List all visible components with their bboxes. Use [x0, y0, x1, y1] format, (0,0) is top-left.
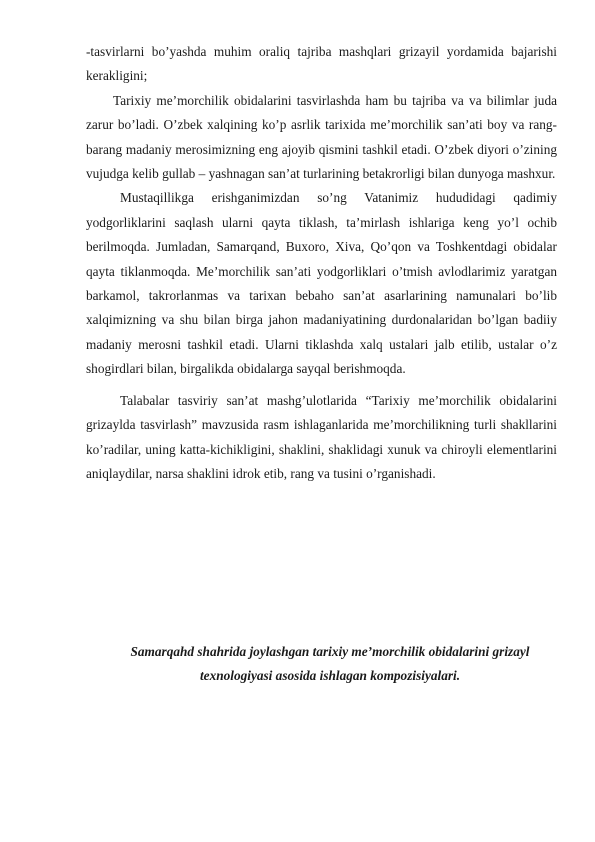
paragraph-independence-restoration: Mustaqillikga erishganimizdan so’ng Vatanimiz hududidagi qadimiy yodgorliklarini saqlash ularni qayta tiklash, ta’mirlash ishlariga keng yo’l ochib berilmoqda. Jumladan, Samarqand, Buxoro, Xiva, Qo’qon va Toshkentdagi obidalar qayta tiklanmoqda. Me’morchilik san’ati yodgorliklari o’tmish avlodlarimiz yaratgan barkamol, takrorlanmas va tarixan bebaho san’at asarlarining namunalari bo’lib xalqimizning va shu bilan birga jahon madaniyatining durdonalaridan bo’lgan badiiy madaniy merosni tashkil etadi. Ularni tiklashda xalq ustalari jalb etilib, ustalar o’z shogirdlari bilan, birgalikda obidalarga sayqal berishmoqda.	[86, 190, 557, 377]
document-body	[86, 40, 557, 486]
paragraph-students-grisaille: Talabalar tasviriy san’at mashg’ulotlarida “Tarixiy me’morchilik obidalarini grizaylda tasvirlash” mavzusida rasm ishlaganlarida me’morchilikning turli shakllarini ko’radilar, uning katta-kichikligini, shaklini, shaklidagi xunuk va chiroyli elementlarini aniqlaydilar, narsa shaklini idrok etib, rang va tusini o’rganishadi.	[86, 392, 557, 481]
figure-caption: Samarqahd shahrida joylashgan tarixiy me’morchilik obidalarini grizayl texnologiyasi asosida ishlagan kompozisiyalari.	[130, 644, 530, 684]
paragraph-historical-architecture: Tarixiy me’morchilik obidalarini tasvirlashda ham bu tajriba va va bilimlar juda zarur bo’ladi. O’zbek xalqining ko’p asrlik tarixida me’morchilik san’ati boy va rang- barang madaniy merosimizning eng ajoyib qismini tashkil etadi. O’zbek diyori o’zining vujudga kelib gullab – yashnagan san’at turlarining betakrorligi bilan dunyoga mashxur.	[86, 92, 557, 182]
paragraph-intro-fragment: -tasvirlarni bo’yashda muhim oraliq tajriba mashqlari grizayil yordamida bajarishi kerakligini;	[86, 44, 557, 84]
